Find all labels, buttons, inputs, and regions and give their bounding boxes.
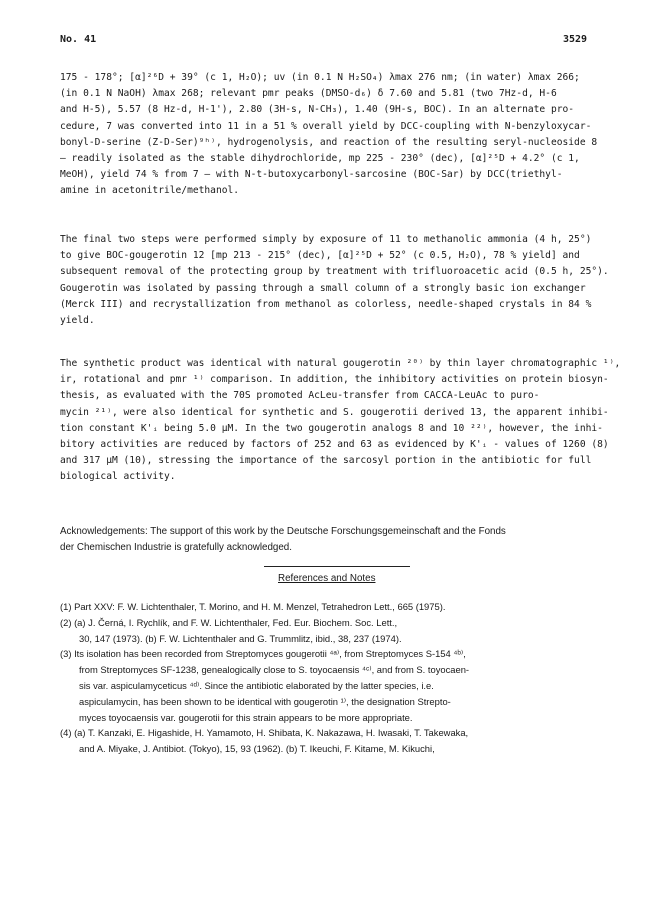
text-line: 175 - 178°; [α]²⁶D + 39° (c 1, H₂O); uv (in 0.1 N H₂SO₄) λmax 276 nm; (in water) λmax 266;: [60, 72, 580, 83]
text-line: MeOH), yield 74 % from 7 — with N-t-butoxycarbonyl-sarcosine (BOC-Sar) by DCC(triethyl-: [60, 169, 563, 181]
paragraph-1: [60, 70, 622, 200]
text-line: biological activity.: [60, 471, 176, 483]
reference-line: sis var. aspiculamyceticus ⁴ᵈ⁾. Since the antibiotic elaborated by the latter species, i.e.: [79, 679, 434, 691]
text-line: mycin ²¹⁾, were also identical for synthetic and S. gougerotii derived 13, the apparent inhibi-: [60, 406, 609, 418]
reference-line: (1) Part XXV: F. W. Lichtenthaler, T. Morino, and H. M. Menzel, Tetrahedron Lett., 665 (1975).: [60, 601, 446, 612]
text-line: ir, rotational and pmr ¹⁾ comparison. In addition, the inhibitory activities on protein biosyn-: [60, 374, 609, 386]
text-line: bitory activities are reduced by factors of 252 and 63 as evidenced by K'ᵢ - values of 1260 (8): [60, 438, 609, 450]
text-line: (in 0.1 N NaOH) λmax 268; relevant pmr peaks (DMSO-d₆) δ 7.60 and 5.81 (two 7Hz-d, H-6: [60, 88, 557, 100]
paragraph-3: [60, 356, 622, 486]
journal-issue-number: No. 41: [60, 34, 97, 45]
text-line: The final two steps were performed simply by exposure of 11 to methanolic ammonia (4 h, 25°): [60, 234, 592, 245]
paragraph-2: [60, 232, 622, 329]
references-list: [60, 599, 626, 757]
text-line: Acknowledgements: The support of this work by the Deutsche Forschungsgemeinschaft and the Fonds: [60, 526, 506, 537]
references-heading: References and Notes: [278, 573, 376, 584]
text-line: The synthetic product was identical with natural gougerotin ²⁰⁾ by thin layer chromatographic ¹⁾,: [60, 358, 621, 369]
page-number: 3529: [563, 34, 588, 45]
text-line: Gougerotin was isolated by passing through a small column of a strongly basic ion exchanger: [60, 282, 586, 294]
text-line: subsequent removal of the protecting group by treatment with trifluoroacetic acid (0.5 h, 25°).: [60, 266, 609, 278]
section-divider: [264, 566, 410, 567]
text-line: bonyl-D-serine (Z-D-Ser)⁹ʰ⁾, hydrogenolysis, and reaction of the resulting seryl-nucleoside 8: [60, 136, 598, 148]
reference-line: (3) Its isolation has been recorded from Streptomyces gougerotii ⁴ᵃ⁾, from Streptomyces S-154 ⁴ᵇ⁾,: [60, 648, 466, 660]
text-line: amine in acetonitrile/methanol.: [60, 185, 240, 197]
reference-line: myces toyocaensis var. gougerotii for this strain appears to be more appropriate.: [79, 711, 413, 723]
text-line: (Merck III) and recrystallization from methanol as colorless, needle-shaped crystals in 84 %: [60, 298, 592, 310]
reference-line: (2) (a) J. Černá, I. Rychlík, and F. W. Lichtenthaler, Fed. Eur. Biochem. Soc. Lett.,: [60, 616, 398, 628]
text-line: tion constant K'ᵢ being 5.0 μM. In the two gougerotin analogs 8 and 10 ²²⁾, however, the inhi-: [60, 422, 603, 434]
reference-line: aspiculamycin, has been shown to be identical with gougerotin ¹⁾, the designation Strepto-: [79, 695, 451, 707]
text-line: and 317 μM (10), stressing the importance of the sarcosyl portion in the antibiotic for full: [60, 455, 592, 467]
text-line: and H-5), 5.57 (8 Hz-d, H-1'), 2.80 (3H-s, N-CH₃), 1.40 (9H-s, BOC). In an alternate pro-: [60, 104, 575, 116]
reference-line: (4) (a) T. Kanzaki, E. Higashide, H. Yamamoto, H. Shibata, K. Nakazawa, H. Iwasaki, T. Takewaka,: [60, 727, 469, 739]
text-line: thesis, as evaluated with the 70S promoted AcLeu-transfer from CACCA-LeuAc to puro-: [60, 390, 540, 402]
acknowledgements: [60, 524, 622, 555]
text-line: yield.: [60, 314, 95, 326]
text-line: to give BOC-gougerotin 12 [mp 213 - 215° (dec), [α]²⁵D + 52° (c 0.5, H₂O), 78 % yield] and: [60, 250, 580, 262]
text-line: der Chemischen Industrie is gratefully acknowledged.: [60, 541, 292, 553]
reference-line: and A. Miyake, J. Antibiot. (Tokyo), 15, 93 (1962). (b) T. Ikeuchi, F. Kitame, M. Kikuchi,: [79, 743, 435, 755]
reference-line: from Streptomyces SF-1238, genealogically close to S. toyocaensis ⁴ᶜ⁾, and from S. toyocaen-: [79, 664, 470, 676]
reference-line: 30, 147 (1973). (b) F. W. Lichtenthaler and G. Trummlitz, ibid., 38, 237 (1974).: [79, 632, 402, 644]
text-line: cedure, 7 was converted into 11 in a 51 % overall yield by DCC-coupling with N-benzyloxycar-: [60, 120, 592, 132]
text-line: — readily isolated as the stable dihydrochloride, mp 225 - 230° (dec), [α]²⁵D + 4.2° (c 1,: [60, 152, 580, 164]
